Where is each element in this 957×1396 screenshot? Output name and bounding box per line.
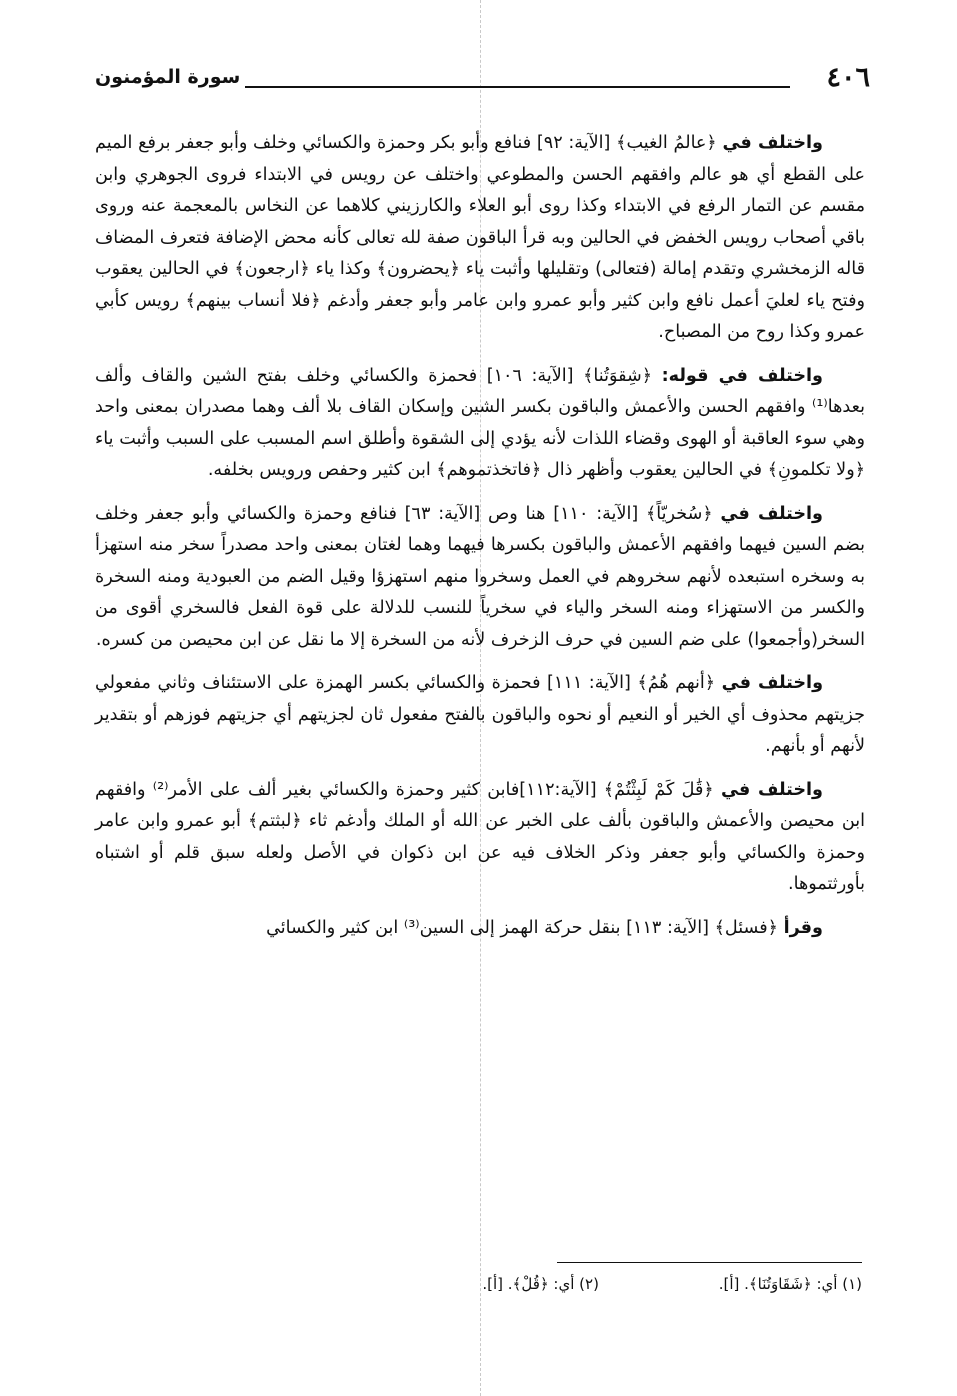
paragraph-text: ﴿قَٰلَ كَمْ لَبِثْتُمْ﴾ [الآية:١١٢]فابن كثير وحمزة والكسائي بغير ألف على الأمر⁽²⁾ وافقهم ابن محيصن والأعمش والباقون بألف على الخبر عن الله أو الملك وأدغم ثاء ﴿لبثتم﴾ أبو عمرو وابن عامر وحمزة والكسائي وأبو جعفر وذكر الخلاف فيه عن ابن ذكوان في الأصل ولعله سبق قلم أو اشتباه بأورثتموها. [95, 779, 865, 894]
page-number: ٤٠٦ [826, 62, 870, 93]
header-rule [245, 86, 790, 88]
paragraph [95, 128, 865, 349]
surah-title: سورة المؤمنون [95, 66, 241, 88]
paragraph-text: ﴿عالمُ الغيب﴾ [الآية: ٩٢] فنافع وأبو بكر وحمزة والكسائي وخلف وأبو جعفر برفع الميم على القطع أي هو عالم وافقهم الحسن والمطوعي واختلف عن رويس في الابتداء فروى الجوهري وابن مقسم عن التمار الرفع في الابتداء وكذا روى أبو العلاء والكارزيني كلاهما عن النخاس بالمعجمة عنه وروى باقي أصحاب رويس الخفض في الحالين وبه قرأ الباقون صفة لله تعالى كأنه محض الإضافة فتعرف المضاف قاله الزمخشري وتقدم إمالة (فتعالى) وتقليلها وأثبت ياء ﴿يحضرون﴾ وكذا ياء ﴿ارجعون﴾ في الحالين يعقوب وفتح ياء لعليَ أعمل نافع وابن كثير وأبو عمرو وابن عامر وأبو جعفر وأدغم ﴿فلا أنساب بينهم﴾ رويس كأبي عمرو وكذا روح من المصباح. [95, 133, 865, 342]
paragraph-lead: وقرأ [783, 917, 823, 938]
paragraph-lead: واختلف في قوله: [661, 365, 823, 386]
page-header [95, 62, 870, 98]
footnote-2: (٢) أي: ﴿قُلْ﴾. [أ]. [482, 1275, 599, 1293]
paragraph-text: ﴿فسئل﴾ [الآية: ١١٣] بنقل حركة الهمز إلى السين⁽³⁾ ابن كثير والكسائي [266, 917, 784, 938]
paragraph [95, 361, 865, 487]
footnotes [92, 1275, 862, 1293]
paragraph-lead: واختلف في [721, 673, 823, 693]
paragraph-lead: واختلف في [720, 503, 823, 524]
paragraph [95, 499, 865, 657]
footnote-rule [557, 1262, 862, 1263]
paragraph-text: ﴿سُخريّاً﴾ [الآية: ١١٠] هنا وص [الآية: ٦٣] فنافع وحمزة والكسائي وأبو جعفر وخلف بضم السين فيهما وافقهم الأعمش والباقون بكسرها فيهما وهما لغتان بمعنى واحد مصدراً سخر منه استهزأ به وسخره استبعده لأنهم سخروهم في العمل وسخروا منهم استهزؤا وقيل الضم من العبودية ومنه السخرة والكسر من الاستهزاء ومنه السخر والياء في سخرياً للنسب للدلالة على قوة الفعل فالسخري أقوى من السخر(وأجمعوا) على ضم السين في حرف الزخرف لأنه من السخرة إلا ما نقل عن ابن محيصن من كسره. [95, 503, 865, 650]
paragraph [95, 775, 865, 901]
paragraph [95, 668, 865, 763]
paragraph-text: ﴿أنهم هُمُ﴾ [الآية: ١١١] فحمزة والكسائي بكسر الهمزة على الاستئناف وثاني مفعولي جزيتهم محذوف أي الخير أو النعيم أو نحوه والباقون بالفتح مفعول ثان لجزيتهم أي جزيتهم فوزهم أو بتقدير لأنهم أو بأنهم. [95, 673, 865, 756]
paragraph [95, 913, 865, 945]
paragraph-lead: واختلف في [722, 133, 823, 153]
paragraph-lead: واختلف في [720, 779, 823, 800]
main-text [95, 128, 865, 956]
footnote-1: (١) أي: ﴿شَقَاوَتُنَا﴾. [أ]. [718, 1275, 862, 1293]
paragraph-text: ﴿شِقوَتُنا﴾ [الآية: ١٠٦] فحمزة والكسائي وخلف بفتح الشين والقاف وألف بعدها⁽¹⁾ وافقهم الحسن والأعمش والباقون بكسر الشين وإسكان القاف بلا ألف وهما مصدران بمعنى واحد وهي سوء العاقبة أو الهوى وقضاء اللذات لأنه يؤدي إلى الشقوة وأطلق اسم المسبب على السبب وأثبت ياء ﴿ولا تكلمونِ﴾ في الحالين يعقوب وأظهر ذال ﴿فاتخذتموهم﴾ ابن كثير وحفص ورويس بخلفه. [95, 365, 865, 480]
